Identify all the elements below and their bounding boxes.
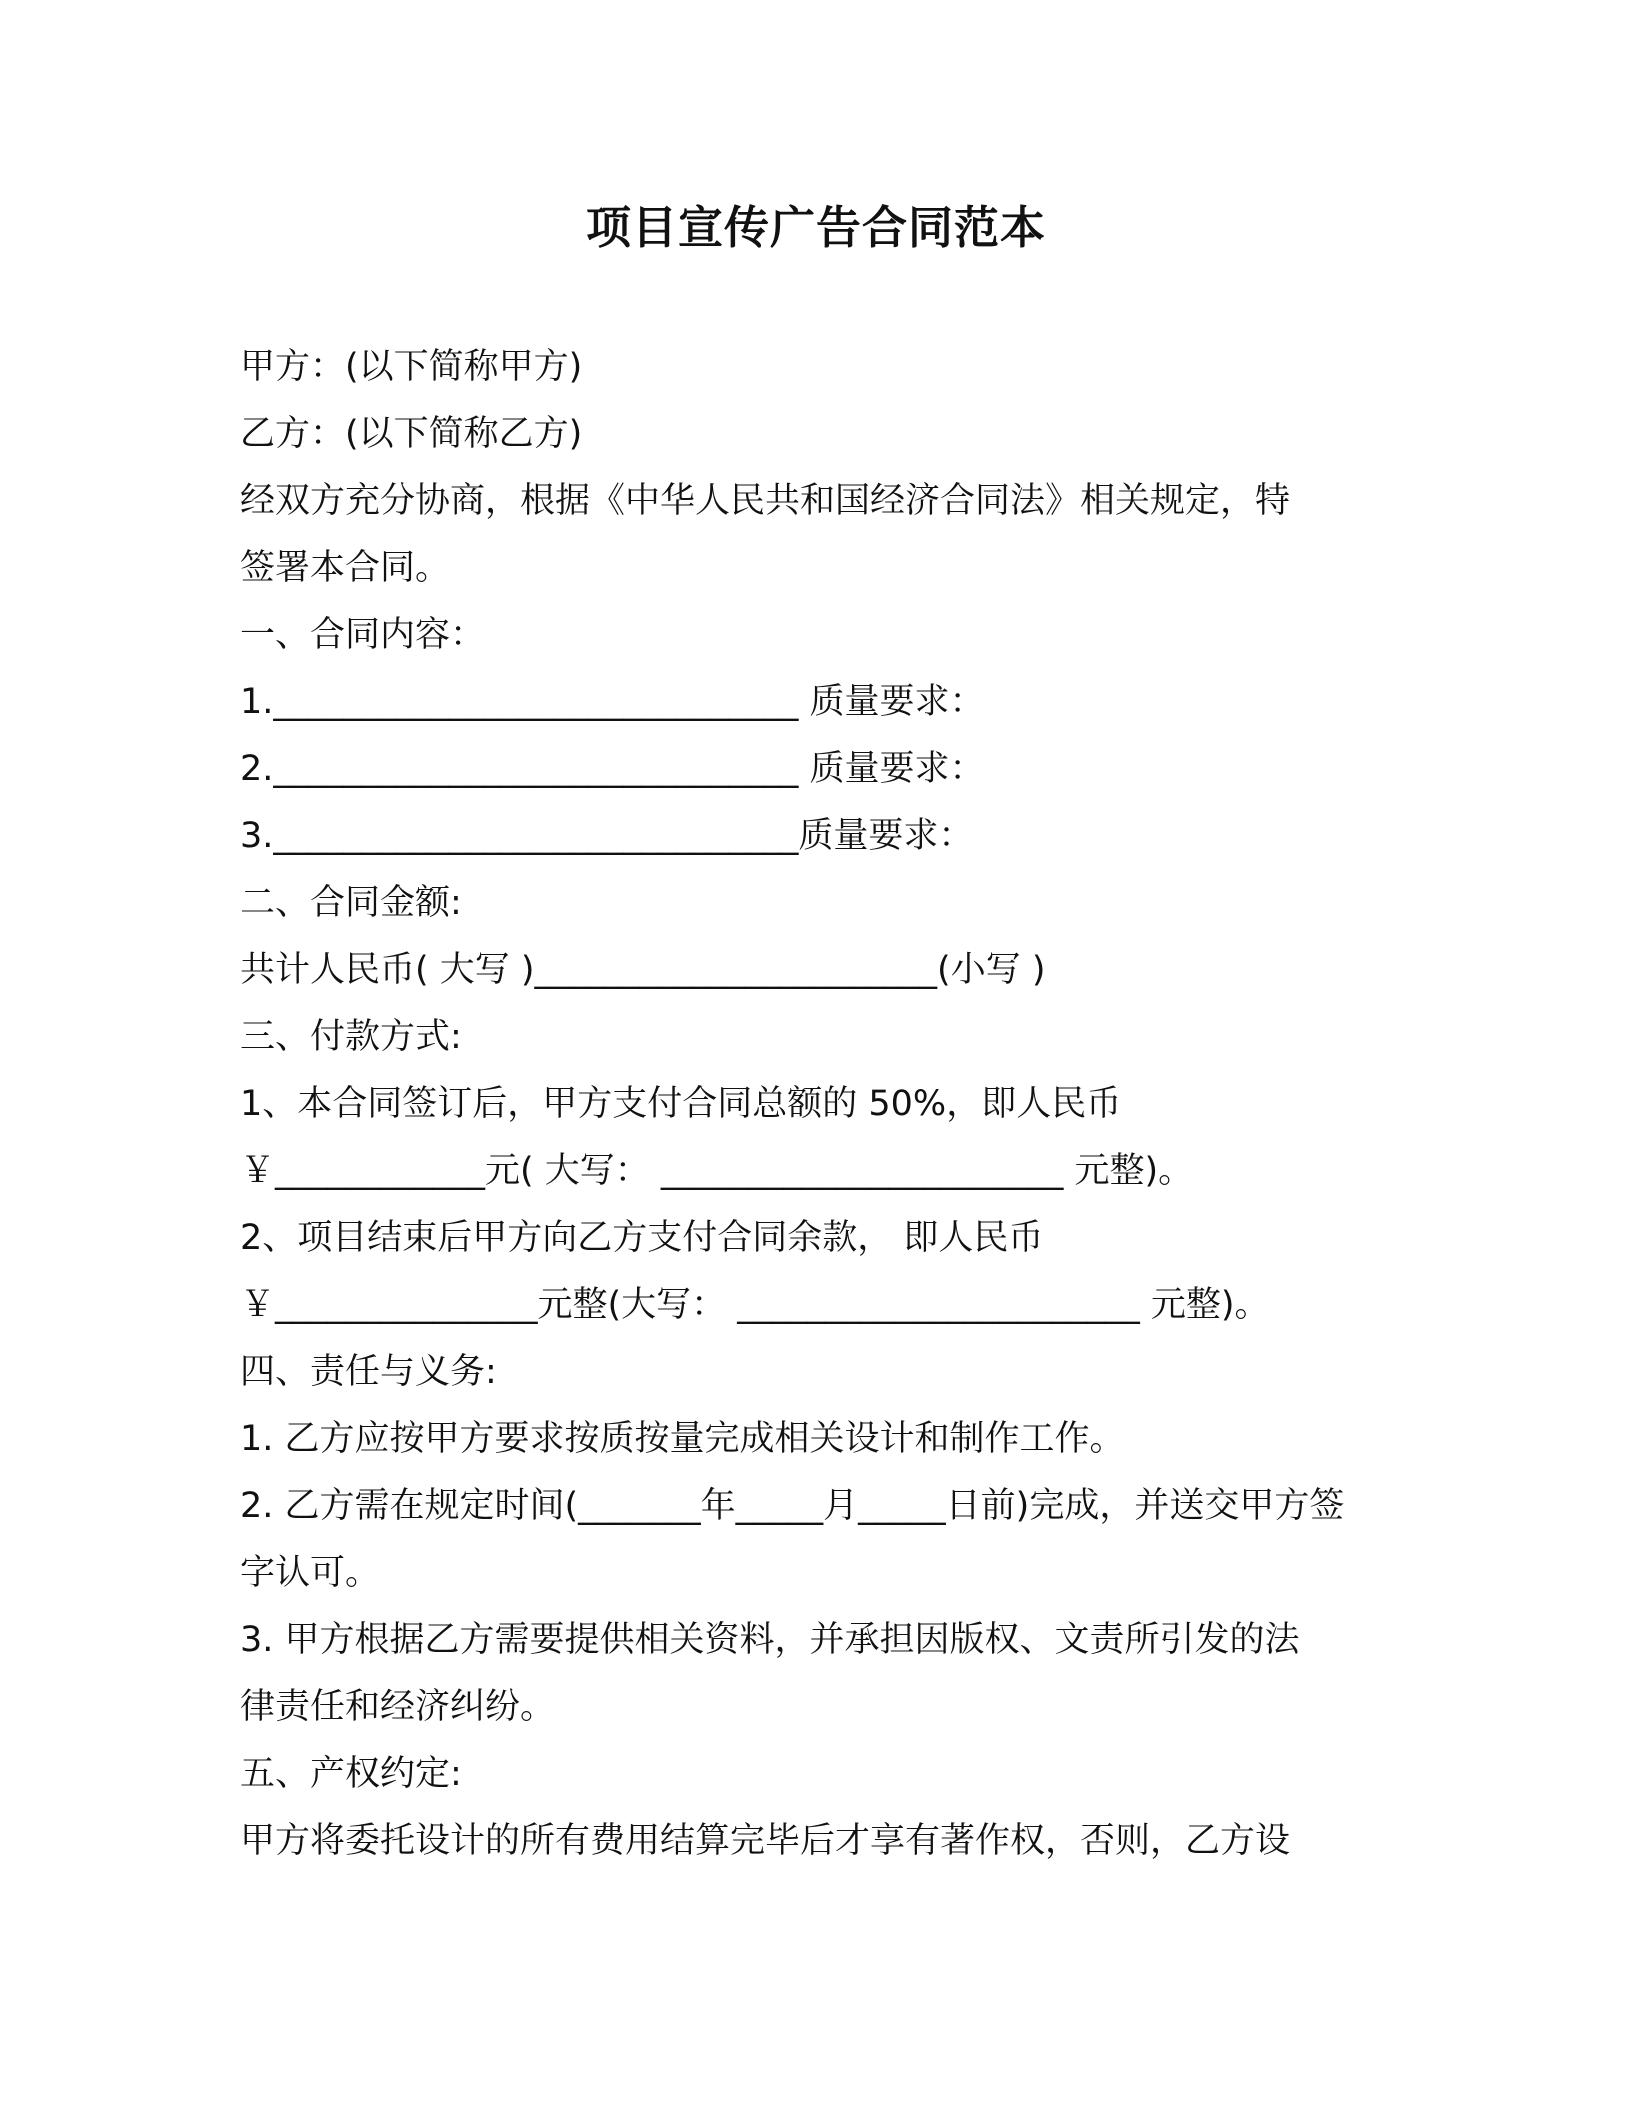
preamble-line: 经双方充分协商，根据《中华人民共和国经济合同法》相关规定，特 xyxy=(240,481,1291,521)
section-heading: 五、产权约定: xyxy=(240,1754,462,1794)
duty-clause: 字认可。 xyxy=(240,1553,381,1593)
payment-clause: ￥_______________元整(大写： _______________________ 元整)。 xyxy=(240,1285,1270,1325)
content-item: 1.______________________________ 质量要求： xyxy=(240,682,985,722)
duty-clause: 2. 乙方需在规定时间(_______年_____月_____日前)完成，并送交甲方签 xyxy=(240,1486,1345,1526)
section-heading: 一、合同内容： xyxy=(240,615,486,655)
party-b-line: 乙方：(以下简称乙方) xyxy=(240,414,583,454)
payment-clause: 1、本合同签订后，甲方支付合同总额的 50%，即人民币 xyxy=(240,1084,1122,1124)
property-clause: 甲方将委托设计的所有费用结算完毕后才享有著作权，否则，乙方设 xyxy=(240,1821,1291,1861)
document-body xyxy=(240,334,1400,1875)
party-a-line: 甲方：(以下简称甲方) xyxy=(240,347,583,387)
amount-line: 共计人民币( 大写 )_______________________(小写 ) xyxy=(240,950,1046,990)
duty-clause: 3. 甲方根据乙方需要提供相关资料，并承担因版权、文责所引发的法 xyxy=(240,1620,1300,1660)
preamble-line: 签署本合同。 xyxy=(240,548,451,588)
document-title: 项目宣传广告合同范本 xyxy=(585,201,1046,254)
payment-clause: 2、项目结束后甲方向乙方支付合同余款， 即人民币 xyxy=(240,1218,1044,1258)
content-item: 3.______________________________质量要求： xyxy=(240,816,974,856)
duty-clause: 1. 乙方应按甲方要求按质按量完成相关设计和制作工作。 xyxy=(240,1419,1125,1459)
duty-clause: 律责任和经济纠纷。 xyxy=(240,1687,556,1727)
content-item: 2.______________________________ 质量要求： xyxy=(240,749,985,789)
section-heading: 二、合同金额: xyxy=(240,883,462,923)
section-heading: 三、付款方式: xyxy=(240,1017,462,1057)
section-heading: 四、责任与义务: xyxy=(240,1352,497,1392)
payment-clause: ￥____________元( 大写： _______________________ 元整)。 xyxy=(240,1151,1194,1191)
